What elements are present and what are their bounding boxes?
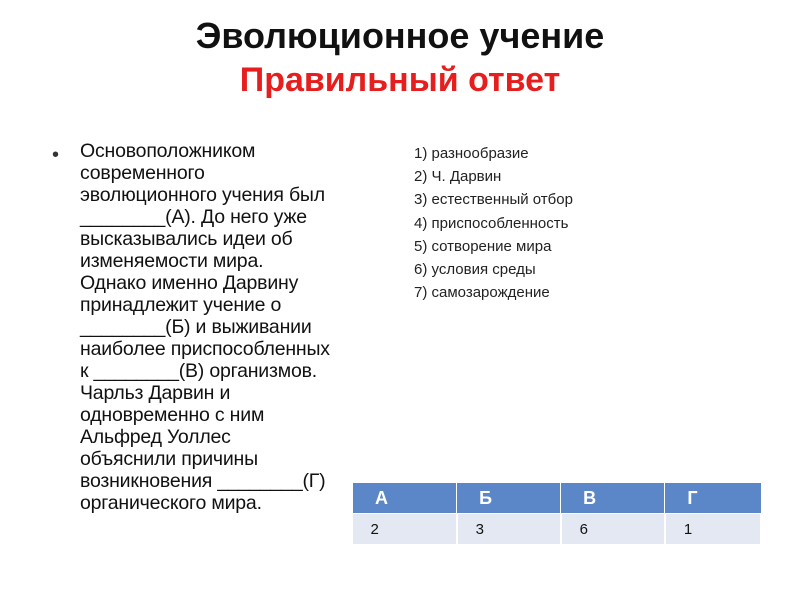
bullet-marker: • <box>52 144 60 166</box>
slide-title: Эволюционное учение <box>195 15 605 56</box>
answer-value-a: 2 <box>353 514 457 545</box>
answer-value-row <box>353 514 762 545</box>
option-item: 7) самозарождение <box>414 284 550 302</box>
option-item: 6) условия среды <box>414 261 536 279</box>
answer-header-a: А <box>353 483 457 514</box>
option-item: 3) естественный отбор <box>414 191 573 209</box>
slide-subtitle: Правильный ответ <box>239 61 561 99</box>
option-item: 5) сотворение мира <box>414 237 552 255</box>
option-item: 4) приспособленность <box>414 214 569 232</box>
options-list <box>414 142 573 304</box>
answer-header-v: В <box>561 483 665 514</box>
option-item: 2) Ч. Дарвин <box>414 168 502 186</box>
question-text: Основоположником современного эволюционного учения был ________(А). До него уже высказывались идеи об изменяемости мира. Однако именно Дарвину принадлежит учение о ________(Б) и выживании наиболее приспособленных к ________(В) организмов. Чарльз Дарвин и одновременно с ним Альфред Уоллес объяснили причины возникновения ________(Г) органического мира. <box>80 140 330 514</box>
answer-header-row <box>353 483 762 514</box>
answer-value-b: 3 <box>457 514 561 545</box>
answer-value-v: 6 <box>561 514 665 545</box>
bullet-paragraph <box>52 140 397 514</box>
answer-table <box>352 482 762 545</box>
answer-value-g: 1 <box>665 514 761 545</box>
option-item: 1) разнообразие <box>414 145 529 162</box>
answer-header-b: Б <box>457 483 561 514</box>
answer-header-g: Г <box>665 483 761 514</box>
